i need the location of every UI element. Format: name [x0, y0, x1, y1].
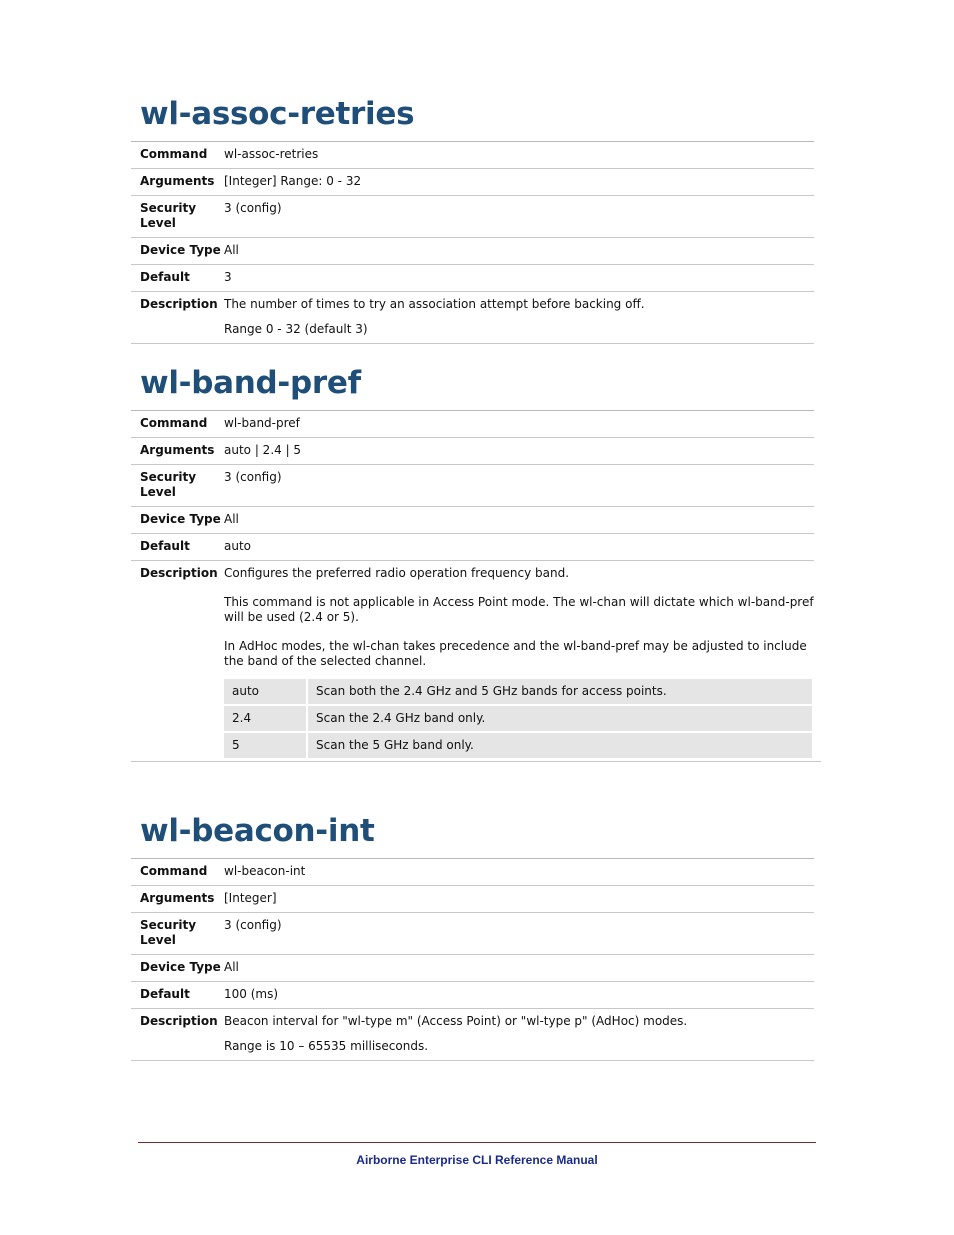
arguments-row	[131, 438, 814, 465]
section-title: wl-beacon-int	[140, 813, 375, 849]
option-value: 5	[224, 733, 306, 758]
description-label: Description	[140, 297, 218, 311]
default-label: Default	[140, 987, 190, 1001]
device-type-label: Device Type	[140, 512, 221, 526]
command-value: wl-assoc-retries	[224, 147, 319, 161]
arguments-row	[131, 169, 814, 196]
section-wl-beacon-int	[131, 812, 814, 1061]
command-value: wl-band-pref	[224, 416, 300, 430]
description-paragraph: Range 0 - 32 (default 3)	[224, 322, 368, 336]
description-row	[131, 1009, 814, 1061]
description-paragraph: The number of times to try an association attempt before backing off.	[224, 297, 645, 311]
option-value: auto	[224, 679, 306, 704]
default-row	[131, 534, 814, 561]
security-level-label: Security Level	[140, 201, 197, 230]
device-type-label: Device Type	[140, 243, 221, 257]
arguments-row	[131, 886, 814, 913]
footer-title: Airborne Enterprise CLI Reference Manual	[356, 1153, 598, 1167]
security-level-row	[131, 465, 814, 507]
default-label: Default	[140, 270, 190, 284]
description-paragraph: This command is not applicable in Access Point mode. The wl-chan will dictate which wl-band-pref will be used (2.4 or 5).	[224, 595, 814, 624]
description-paragraph: Configures the preferred radio operation frequency band.	[224, 566, 570, 580]
description-label: Description	[140, 566, 218, 580]
description-row	[131, 292, 814, 344]
device-type-value: All	[224, 512, 239, 526]
security-level-label: Security Level	[140, 918, 197, 947]
section-title: wl-assoc-retries	[140, 96, 415, 132]
command-row	[131, 859, 814, 886]
device-type-value: All	[224, 243, 239, 257]
section-wl-assoc-retries	[131, 95, 814, 344]
default-row	[131, 265, 814, 292]
table-row	[224, 679, 812, 704]
command-value: wl-beacon-int	[224, 864, 306, 878]
device-type-row	[131, 238, 814, 265]
device-type-row	[131, 507, 814, 534]
security-level-value: 3 (config)	[224, 918, 282, 932]
security-level-row	[131, 913, 814, 955]
arguments-value: [Integer] Range: 0 - 32	[224, 174, 362, 188]
arguments-label: Arguments	[140, 443, 215, 457]
options-table	[224, 677, 812, 760]
command-table	[131, 141, 814, 344]
arguments-value: auto | 2.4 | 5	[224, 443, 302, 457]
command-table	[131, 858, 814, 1061]
section-title: wl-band-pref	[140, 365, 361, 401]
footer-divider	[138, 1142, 816, 1143]
default-row	[131, 982, 814, 1009]
device-type-value: All	[224, 960, 239, 974]
command-row	[131, 142, 814, 169]
description-paragraph: Beacon interval for "wl-type m" (Access Point) or "wl-type p" (AdHoc) modes.	[224, 1014, 688, 1028]
default-value: 100 (ms)	[224, 987, 279, 1001]
arguments-label: Arguments	[140, 174, 215, 188]
device-type-row	[131, 955, 814, 982]
default-label: Default	[140, 539, 190, 553]
option-description: Scan the 2.4 GHz band only.	[306, 706, 812, 731]
description-value	[224, 1014, 814, 1054]
option-value: 2.4	[224, 706, 306, 731]
description-paragraph: Range is 10 – 65535 milliseconds.	[224, 1039, 429, 1053]
option-description: Scan both the 2.4 GHz and 5 GHz bands for access points.	[306, 679, 812, 704]
section-wl-band-pref	[131, 364, 821, 762]
security-level-row	[131, 196, 814, 238]
description-value	[224, 566, 821, 760]
security-level-value: 3 (config)	[224, 470, 282, 484]
security-level-label: Security Level	[140, 470, 197, 499]
security-level-value: 3 (config)	[224, 201, 282, 215]
option-description: Scan the 5 GHz band only.	[306, 733, 812, 758]
description-row	[131, 561, 821, 762]
arguments-label: Arguments	[140, 891, 215, 905]
command-label: Command	[140, 864, 208, 878]
default-value: 3	[224, 270, 232, 284]
table-row	[224, 706, 812, 731]
device-type-label: Device Type	[140, 960, 221, 974]
table-row	[224, 733, 812, 758]
arguments-value: [Integer]	[224, 891, 277, 905]
command-label: Command	[140, 416, 208, 430]
command-row	[131, 411, 814, 438]
default-value: auto	[224, 539, 252, 553]
description-value	[224, 297, 814, 337]
command-label: Command	[140, 147, 208, 161]
description-label: Description	[140, 1014, 218, 1028]
command-table	[131, 410, 814, 561]
description-paragraph: In AdHoc modes, the wl-chan takes precedence and the wl-band-pref may be adjusted to include the band of the selected channel.	[224, 639, 807, 668]
